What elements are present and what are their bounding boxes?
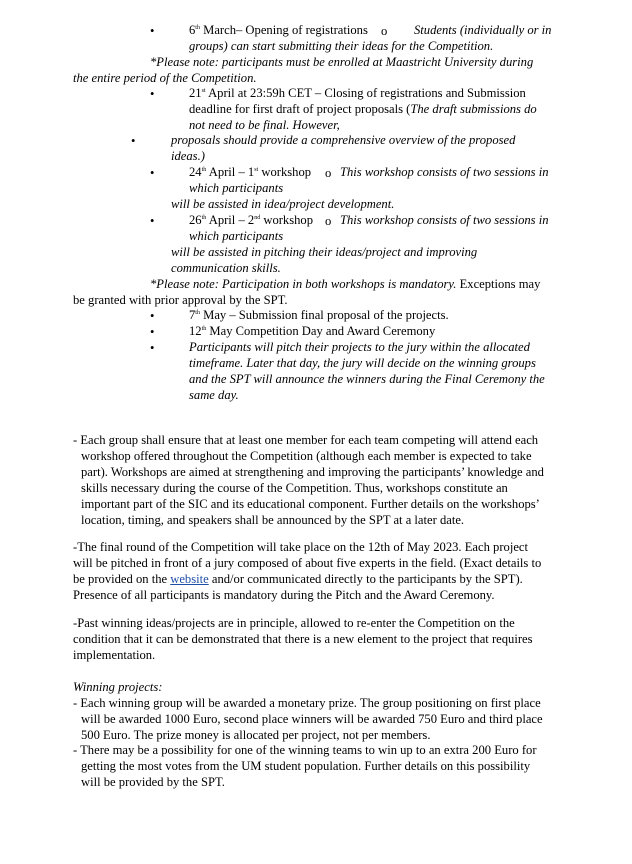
timeline-note: will be assisted in pitching their ideas/project and improving xyxy=(171,245,478,259)
timeline-note: which participants xyxy=(189,181,284,195)
timeline-item-registration-close: deadline for first draft of project proposals (The draft submissions do xyxy=(189,102,537,116)
timeline-item-proposal-note: ideas.) xyxy=(171,149,205,163)
bullet: • xyxy=(150,24,155,38)
timeline-note: Students (individually or in xyxy=(414,23,552,37)
sub-bullet: o xyxy=(325,166,332,180)
timeline-note: This workshop consists of two sessions in xyxy=(340,213,549,227)
bullet: • xyxy=(150,309,155,323)
past-winners-paragraph: -Past winning ideas/projects are in principle, allowed to re-enter the Competition on the xyxy=(73,616,515,630)
workshop-paragraph: skills necessary during the course of the Competition. Thus, workshops constitute an xyxy=(81,481,508,495)
website-link[interactable]: website xyxy=(170,572,209,586)
timeline-note: communication skills. xyxy=(171,261,281,275)
final-round-paragraph: be provided on the website and/or communicated directly to the participants by the SPT). xyxy=(73,572,523,586)
final-round-paragraph: Presence of all participants is mandatory during the Pitch and the Award Ceremony. xyxy=(73,588,495,602)
prize-text: 500 Euro. The prize money is allocated per project, not per members. xyxy=(81,728,431,742)
final-round-paragraph: will be pitched in front of a jury composed of about five experts in the field. (Exact details to xyxy=(73,556,542,570)
enrollment-note: *Please note: participants must be enrolled at Maastricht University during xyxy=(150,55,534,69)
workshop-paragraph: important part of the SIC and its educational component. Further details on the workshops’ xyxy=(81,497,540,511)
timeline-note: will be assisted in idea/project development. xyxy=(171,197,395,211)
bullet: • xyxy=(150,341,155,355)
bullet: • xyxy=(131,134,136,148)
timeline-item-competition-day: 12th May Competition Day and Award Ceremony xyxy=(189,324,436,338)
timeline-item-registration-close: not need to be final. However, xyxy=(189,118,340,132)
workshop-paragraph: part). Workshops are aimed at strengthening and improving the participants’ knowledge and xyxy=(81,465,544,479)
workshop-paragraph: workshop offered throughout the Competition (although each member is expected to take xyxy=(81,449,532,463)
bullet: • xyxy=(150,325,155,339)
prize-text: - There may be a possibility for one of the winning teams to win up to an extra 200 Euro for xyxy=(73,743,537,757)
timeline-note: which participants xyxy=(189,229,284,243)
timeline-item-registration-close: 21st April at 23:59h CET – Closing of registrations and Submission xyxy=(189,86,526,100)
timeline-item-proposal-note: proposals should provide a comprehensive overview of the proposed xyxy=(171,133,516,147)
prize-text: will be provided by the SPT. xyxy=(81,775,225,789)
bullet: • xyxy=(150,214,155,228)
bullet: • xyxy=(150,87,155,101)
timeline-item-pitch: timeframe. Later that day, the jury will decide on the winning groups xyxy=(189,356,536,370)
timeline-item-final-proposal: 7th May – Submission final proposal of the projects. xyxy=(189,308,449,322)
timeline-item-workshop-1: 24th April – 1st workshop xyxy=(189,165,312,179)
sub-bullet: o xyxy=(325,214,332,228)
timeline-item-pitch: same day. xyxy=(189,388,239,402)
workshop-mandatory-note: be granted with prior approval by the SPT. xyxy=(73,293,288,307)
timeline-item-pitch: and the SPT will announce the winners during the Final Ceremony the xyxy=(189,372,545,386)
enrollment-note: the entire period of the Competition. xyxy=(73,71,257,85)
prize-text: getting the most votes from the UM student population. Further details on this possibility xyxy=(81,759,531,773)
sub-bullet: o xyxy=(381,24,388,38)
timeline-item-workshop-2: 26th April – 2nd workshop xyxy=(189,213,314,227)
past-winners-paragraph: implementation. xyxy=(73,648,156,662)
workshop-paragraph: - Each group shall ensure that at least one member for each team competing will attend each xyxy=(73,433,539,447)
timeline-item-registration-open: 6th March– Opening of registrations xyxy=(189,23,368,37)
winning-projects-heading: Winning projects: xyxy=(73,680,163,694)
timeline-note: This workshop consists of two sessions in xyxy=(340,165,549,179)
bullet: • xyxy=(150,166,155,180)
past-winners-paragraph: condition that it can be demonstrated that there is a new element to the project that requires xyxy=(73,632,533,646)
prize-text: - Each winning group will be awarded a monetary prize. The group positioning on first place xyxy=(73,696,541,710)
workshop-mandatory-note: *Please note: Participation in both workshops is mandatory. Exceptions may xyxy=(150,277,541,291)
timeline-note: groups) can start submitting their ideas for the Competition. xyxy=(189,39,494,53)
final-round-paragraph: -The final round of the Competition will take place on the 12th of May 2023. Each project xyxy=(73,540,528,554)
timeline-item-pitch: Participants will pitch their projects to the jury within the allocated xyxy=(189,340,530,354)
workshop-paragraph: location, timing, and speakers shall be announced by the SPT at a later date. xyxy=(81,513,465,527)
prize-text: will be awarded 1000 Euro, second place winners will be awarded 750 Euro and third place xyxy=(81,712,543,726)
